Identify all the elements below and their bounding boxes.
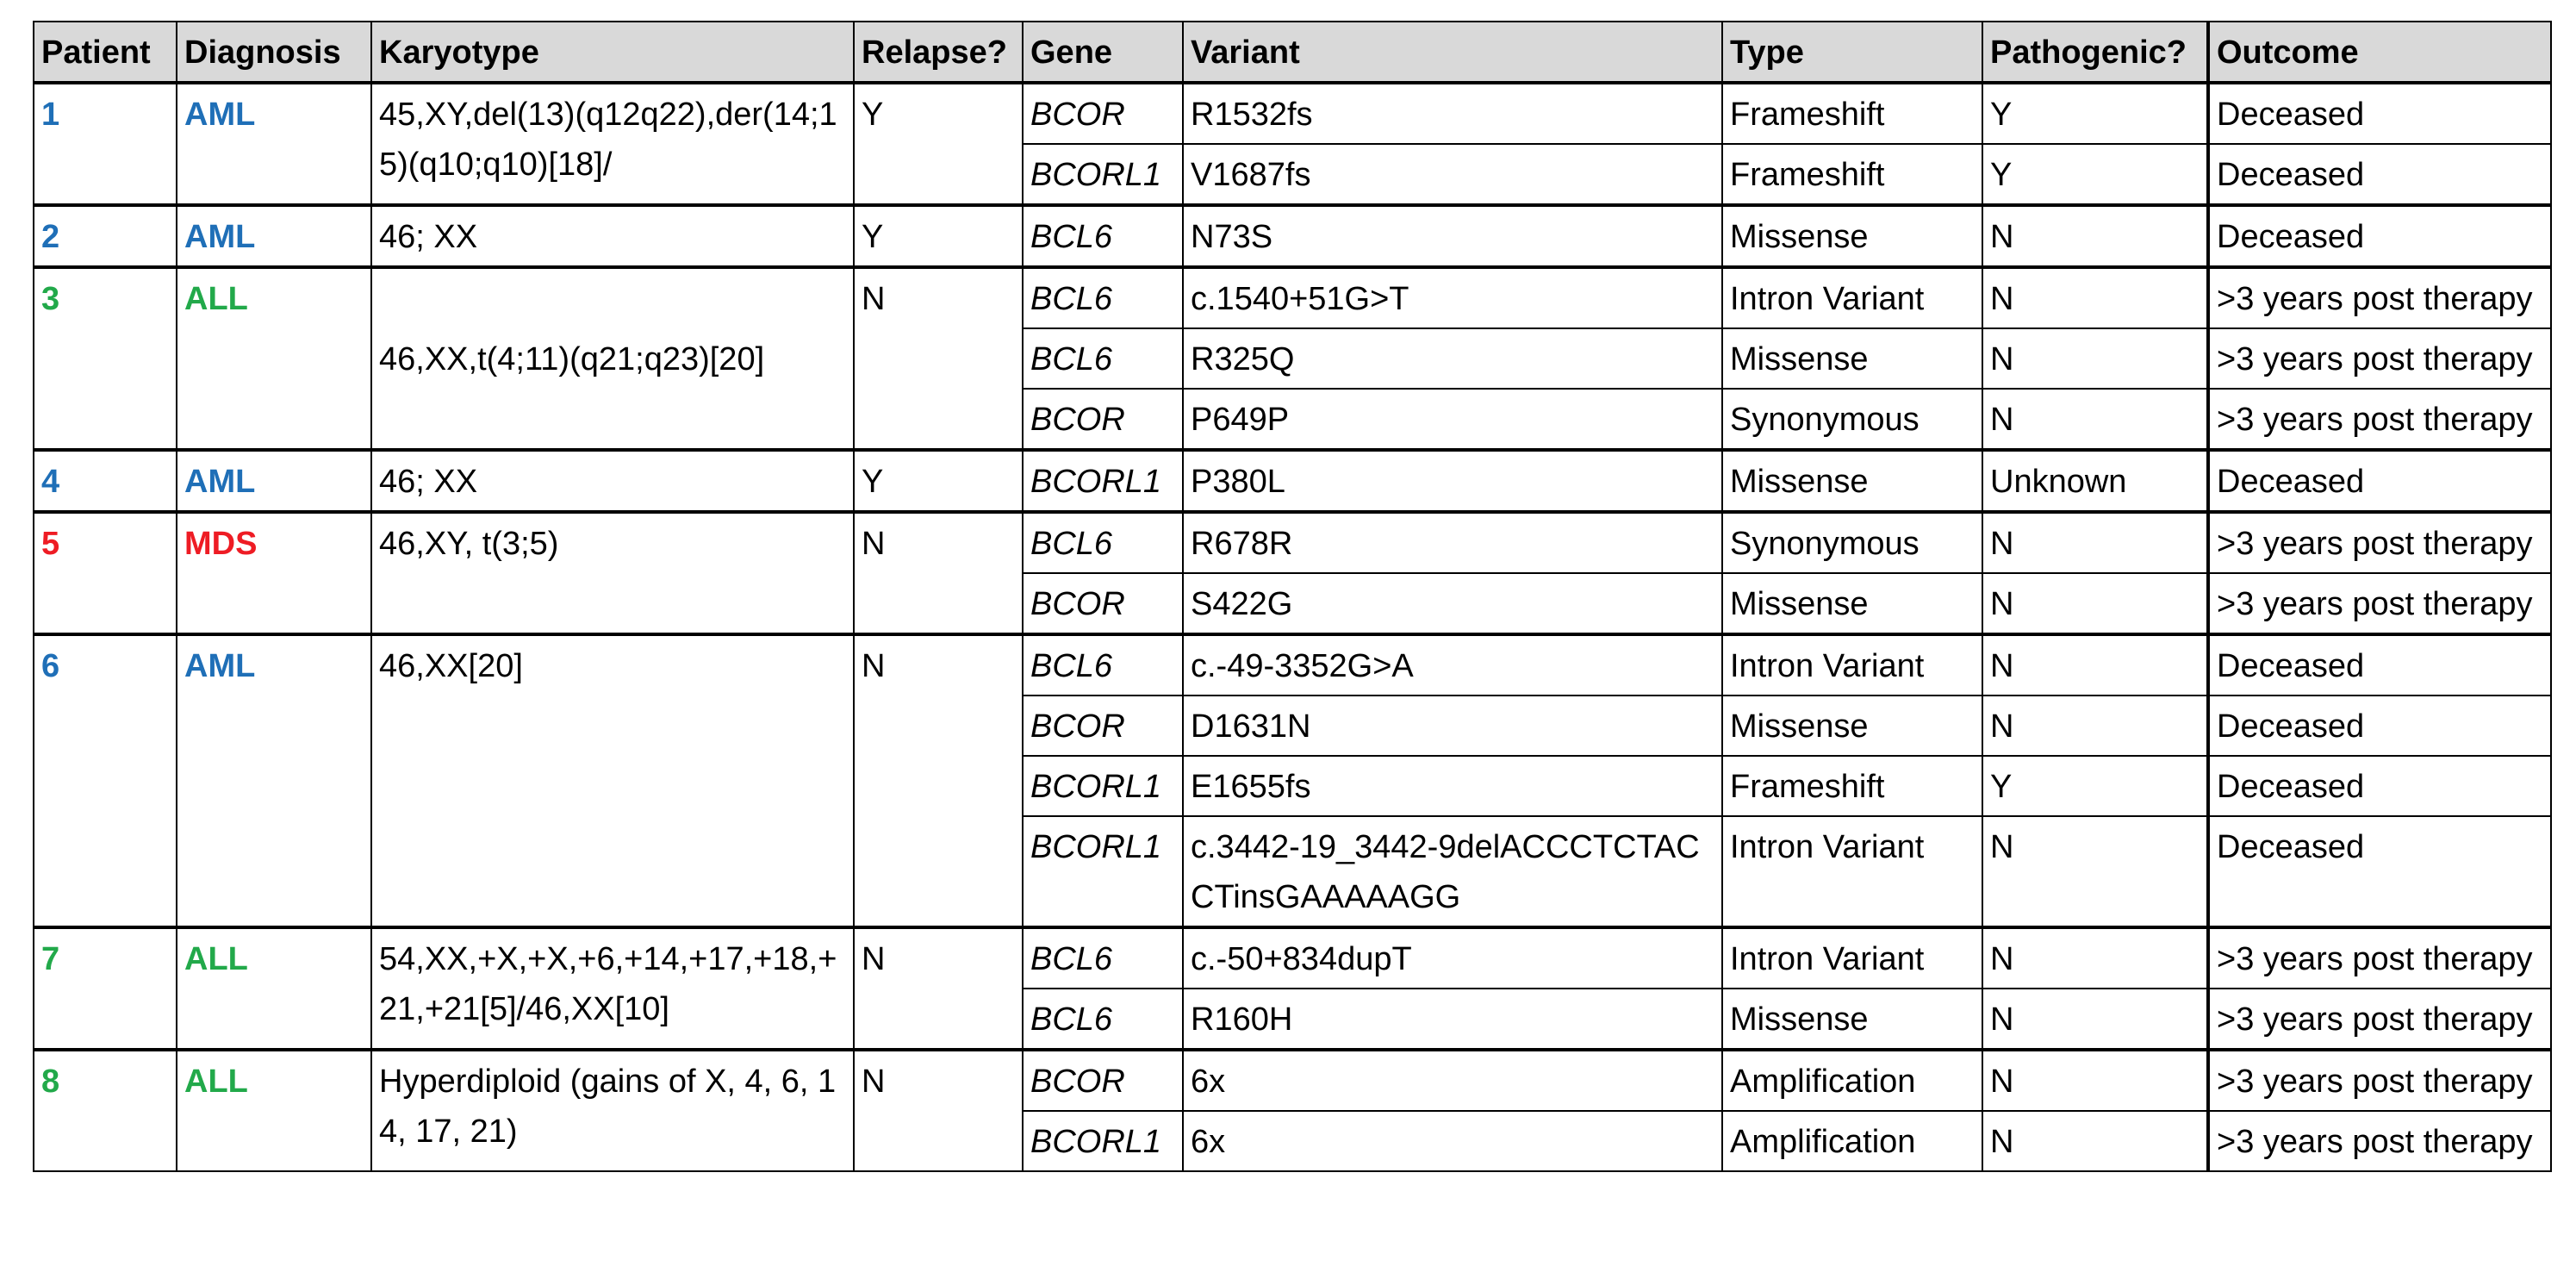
patient-id-cell: 2 — [34, 205, 177, 267]
variant-cell: c.-50+834dupT — [1183, 927, 1722, 989]
patient-id-cell: 5 — [34, 512, 177, 634]
relapse-cell: N — [854, 267, 1023, 450]
pathogenic-cell: N — [1982, 573, 2208, 634]
type-cell: Intron Variant — [1722, 927, 1982, 989]
variant-cell: c.1540+51G>T — [1183, 267, 1722, 328]
variant-cell: R160H — [1183, 989, 1722, 1050]
gene-cell: BCL6 — [1023, 328, 1183, 389]
table-body — [34, 83, 2551, 1171]
karyotype-cell: 45,XY,del(13)(q12q22),der(14;15)(q10;q10)[18]/ — [371, 83, 854, 205]
outcome-cell: >3 years post therapy — [2208, 1111, 2551, 1171]
gene-cell: BCOR — [1023, 696, 1183, 756]
type-cell: Missense — [1722, 205, 1982, 267]
relapse-cell: N — [854, 634, 1023, 927]
patient-id-cell: 1 — [34, 83, 177, 205]
variant-table-container — [33, 21, 2552, 1172]
relapse-cell: N — [854, 1050, 1023, 1171]
type-cell: Frameshift — [1722, 756, 1982, 816]
outcome-cell: >3 years post therapy — [2208, 989, 2551, 1050]
variant-cell: P649P — [1183, 389, 1722, 450]
diagnosis-cell: AML — [177, 634, 371, 927]
outcome-cell: >3 years post therapy — [2208, 389, 2551, 450]
table-row — [34, 927, 2551, 989]
variant-cell: 6x — [1183, 1111, 1722, 1171]
pathogenic-cell: N — [1982, 696, 2208, 756]
header-karyotype: Karyotype — [371, 22, 854, 83]
type-cell: Missense — [1722, 328, 1982, 389]
type-cell: Amplification — [1722, 1050, 1982, 1111]
patient-variant-table — [33, 21, 2552, 1172]
type-cell: Synonymous — [1722, 389, 1982, 450]
header-diagnosis: Diagnosis — [177, 22, 371, 83]
variant-cell: P380L — [1183, 450, 1722, 512]
gene-cell: BCORL1 — [1023, 1111, 1183, 1171]
outcome-cell: Deceased — [2208, 144, 2551, 205]
type-cell: Intron Variant — [1722, 634, 1982, 696]
gene-cell: BCORL1 — [1023, 144, 1183, 205]
type-cell: Missense — [1722, 989, 1982, 1050]
relapse-cell: Y — [854, 450, 1023, 512]
pathogenic-cell: Unknown — [1982, 450, 2208, 512]
variant-cell: R678R — [1183, 512, 1722, 573]
outcome-cell: Deceased — [2208, 696, 2551, 756]
variant-cell: c.3442-19_3442-9delACCCTCTACCTinsGAAAAAGG — [1183, 816, 1722, 927]
gene-cell: BCOR — [1023, 389, 1183, 450]
header-outcome: Outcome — [2208, 22, 2551, 83]
table-row — [34, 83, 2551, 144]
pathogenic-cell: N — [1982, 389, 2208, 450]
outcome-cell: Deceased — [2208, 83, 2551, 144]
type-cell: Frameshift — [1722, 144, 1982, 205]
header-gene: Gene — [1023, 22, 1183, 83]
header-patient: Patient — [34, 22, 177, 83]
gene-cell: BCL6 — [1023, 205, 1183, 267]
pathogenic-cell: N — [1982, 927, 2208, 989]
pathogenic-cell: N — [1982, 205, 2208, 267]
header-variant: Variant — [1183, 22, 1722, 83]
outcome-cell: >3 years post therapy — [2208, 328, 2551, 389]
relapse-cell: Y — [854, 205, 1023, 267]
header-type: Type — [1722, 22, 1982, 83]
type-cell: Amplification — [1722, 1111, 1982, 1171]
variant-cell: R1532fs — [1183, 83, 1722, 144]
variant-cell: N73S — [1183, 205, 1722, 267]
pathogenic-cell: N — [1982, 1111, 2208, 1171]
outcome-cell: Deceased — [2208, 816, 2551, 927]
gene-cell: BCORL1 — [1023, 816, 1183, 927]
table-row — [34, 205, 2551, 267]
outcome-cell: >3 years post therapy — [2208, 267, 2551, 328]
gene-cell: BCL6 — [1023, 512, 1183, 573]
diagnosis-cell: AML — [177, 205, 371, 267]
diagnosis-cell: AML — [177, 450, 371, 512]
diagnosis-cell: ALL — [177, 1050, 371, 1171]
gene-cell: BCORL1 — [1023, 756, 1183, 816]
table-row — [34, 450, 2551, 512]
type-cell: Missense — [1722, 450, 1982, 512]
gene-cell: BCOR — [1023, 573, 1183, 634]
karyotype-cell: 46; XX — [371, 450, 854, 512]
outcome-cell: >3 years post therapy — [2208, 512, 2551, 573]
variant-cell: V1687fs — [1183, 144, 1722, 205]
outcome-cell: >3 years post therapy — [2208, 1050, 2551, 1111]
type-cell: Intron Variant — [1722, 816, 1982, 927]
patient-id-cell: 8 — [34, 1050, 177, 1171]
pathogenic-cell: N — [1982, 1050, 2208, 1111]
type-cell: Frameshift — [1722, 83, 1982, 144]
karyotype-cell: 46; XX — [371, 205, 854, 267]
gene-cell: BCORL1 — [1023, 450, 1183, 512]
type-cell: Synonymous — [1722, 512, 1982, 573]
gene-cell: BCL6 — [1023, 927, 1183, 989]
variant-cell: S422G — [1183, 573, 1722, 634]
gene-cell: BCL6 — [1023, 267, 1183, 328]
table-row — [34, 267, 2551, 328]
pathogenic-cell: N — [1982, 634, 2208, 696]
type-cell: Missense — [1722, 573, 1982, 634]
header-pathogenic: Pathogenic? — [1982, 22, 2208, 83]
pathogenic-cell: Y — [1982, 83, 2208, 144]
gene-cell: BCOR — [1023, 1050, 1183, 1111]
outcome-cell: Deceased — [2208, 450, 2551, 512]
outcome-cell: >3 years post therapy — [2208, 573, 2551, 634]
outcome-cell: Deceased — [2208, 756, 2551, 816]
diagnosis-cell: MDS — [177, 512, 371, 634]
outcome-cell: Deceased — [2208, 634, 2551, 696]
patient-id-cell: 4 — [34, 450, 177, 512]
gene-cell: BCOR — [1023, 83, 1183, 144]
diagnosis-cell: ALL — [177, 267, 371, 450]
header-relapse: Relapse? — [854, 22, 1023, 83]
variant-cell: c.-49-3352G>A — [1183, 634, 1722, 696]
pathogenic-cell: N — [1982, 328, 2208, 389]
variant-cell: 6x — [1183, 1050, 1722, 1111]
variant-cell: R325Q — [1183, 328, 1722, 389]
pathogenic-cell: N — [1982, 989, 2208, 1050]
relapse-cell: Y — [854, 83, 1023, 205]
diagnosis-cell: ALL — [177, 927, 371, 1050]
pathogenic-cell: N — [1982, 512, 2208, 573]
variant-cell: E1655fs — [1183, 756, 1722, 816]
karyotype-cell: 54,XX,+X,+X,+6,+14,+17,+18,+21,+21[5]/46,XX[10] — [371, 927, 854, 1050]
table-row — [34, 512, 2551, 573]
karyotype-cell: Hyperdiploid (gains of X, 4, 6, 14, 17, 21) — [371, 1050, 854, 1171]
patient-id-cell: 3 — [34, 267, 177, 450]
type-cell: Missense — [1722, 696, 1982, 756]
pathogenic-cell: N — [1982, 267, 2208, 328]
relapse-cell: N — [854, 927, 1023, 1050]
table-row — [34, 1050, 2551, 1111]
karyotype-cell: 46,XX,t(4;11)(q21;q23)[20] — [371, 267, 854, 450]
karyotype-cell: 46,XX[20] — [371, 634, 854, 927]
diagnosis-cell: AML — [177, 83, 371, 205]
relapse-cell: N — [854, 512, 1023, 634]
patient-id-cell: 7 — [34, 927, 177, 1050]
karyotype-cell: 46,XY, t(3;5) — [371, 512, 854, 634]
pathogenic-cell: Y — [1982, 756, 2208, 816]
gene-cell: BCL6 — [1023, 989, 1183, 1050]
pathogenic-cell: Y — [1982, 144, 2208, 205]
outcome-cell: >3 years post therapy — [2208, 927, 2551, 989]
gene-cell: BCL6 — [1023, 634, 1183, 696]
outcome-cell: Deceased — [2208, 205, 2551, 267]
patient-id-cell: 6 — [34, 634, 177, 927]
table-row — [34, 634, 2551, 696]
header-row — [34, 22, 2551, 83]
pathogenic-cell: N — [1982, 816, 2208, 927]
type-cell: Intron Variant — [1722, 267, 1982, 328]
variant-cell: D1631N — [1183, 696, 1722, 756]
